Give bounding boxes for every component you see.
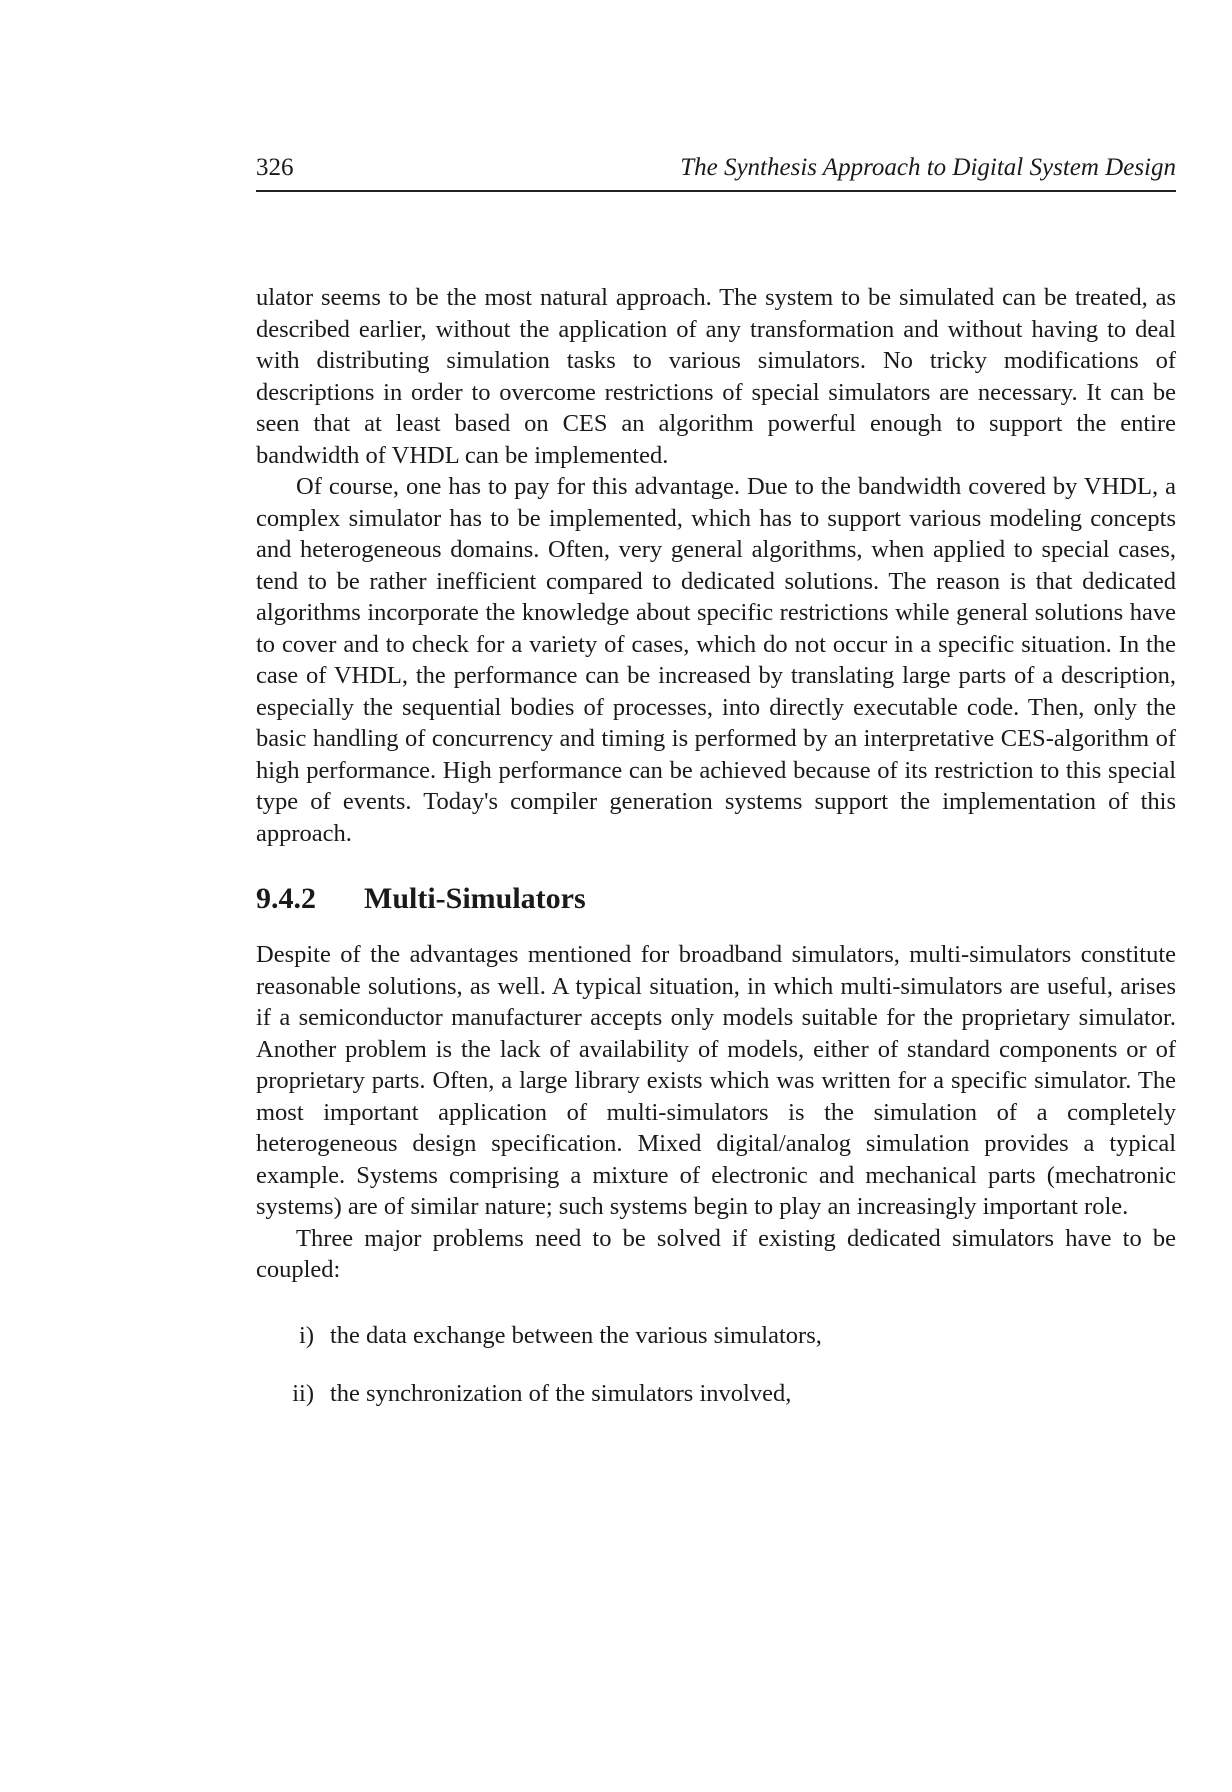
list-marker: ii) bbox=[292, 1379, 314, 1407]
section-title: Multi-Simulators bbox=[364, 882, 586, 915]
paragraph-1: ulator seems to be the most natural approach. The system to be simulated can be treated, as described earlier, without the application of any transformation and without having to deal with distributing simulation tasks to various simulators. No tricky modifications of descriptions in order to overcome restrictions of special simulators are necessary. It can be seen that at least based on CES an algorithm powerful enough to support the entire bandwidth of VHDL can be implemented. bbox=[256, 284, 1176, 469]
list-marker: i) bbox=[299, 1321, 314, 1349]
running-head bbox=[256, 150, 1176, 192]
page-number: 326 bbox=[256, 154, 294, 181]
section-heading bbox=[256, 881, 1176, 917]
paragraph-3: Despite of the advantages mentioned for broadband simulators, multi-simulators constitute reasonable solutions, as well. A typical situation, in which multi-simulators are useful, arises if a semiconductor manufacturer accepts only models suitable for the proprietary simulator. Another problem is the lack of availability of models, either of standard components or of proprietary parts. Often, a large library exists which was written for a specific simulator. The most important application of multi-simulators is the simulation of a completely heterogeneous design specification. Mixed digital/analog simulation provides a typical example. Systems comprising a mixture of electronic and mechanical parts (mechatronic systems) are of similar nature; such systems begin to play an increasingly important role. bbox=[256, 941, 1176, 1220]
list-item bbox=[256, 1378, 1176, 1410]
section-number: 9.4.2 bbox=[256, 882, 316, 915]
paragraph-2: Of course, one has to pay for this advantage. Due to the bandwidth covered by VHDL, a complex simulator has to be implemented, which has to support various modeling concepts and heterogeneous domains. Often, very general algorithms, when applied to special cases, tend to be rather inefficient compared to dedicated solutions. The reason is that dedicated algorithms incorporate the knowledge about specific restrictions while general solutions have to cover and to check for a variety of cases, which do not occur in a specific situation. In the case of VHDL, the performance can be increased by translating large parts of a description, especially the sequential bodies of processes, into directly executable code. Then, only the basic handling of concurrency and timing is performed by an interpretative CES-algorithm of high performance. High performance can be achieved because of its restriction to this special type of events. Today's compiler generation systems support the implementation of this approach. bbox=[256, 473, 1176, 847]
list-item-text: the data exchange between the various simulators, bbox=[330, 1321, 822, 1349]
list-item bbox=[256, 1320, 1176, 1352]
running-title: The Synthesis Approach to Digital System Design bbox=[680, 154, 1176, 181]
list-item-text: the synchronization of the simulators involved, bbox=[330, 1379, 792, 1407]
problem-list bbox=[256, 1320, 1176, 1410]
body-text bbox=[256, 282, 1176, 1436]
paragraph-4: Three major problems need to be solved if existing dedicated simulators have to be coupled: bbox=[256, 1224, 1176, 1283]
